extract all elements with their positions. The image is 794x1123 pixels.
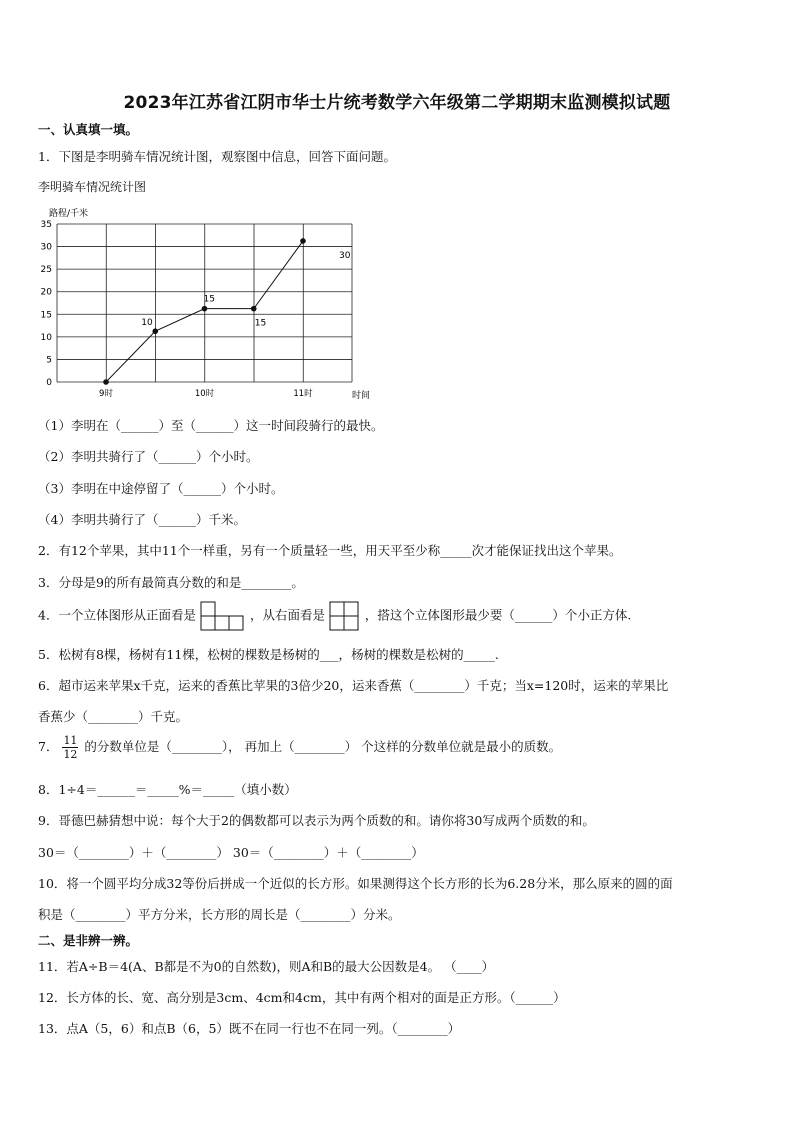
fraction-eleven-twelfths: [62, 734, 78, 761]
data-point-0: [103, 379, 109, 385]
question-2: 2．有12个苹果，其中11个一样重，另有一个质量轻一些，用天平至少称_____次才能保证找出这个苹果。: [38, 543, 622, 558]
y-tick-label-5: 5: [46, 355, 52, 366]
y-tick-label-10: 10: [40, 332, 52, 343]
y-tick-label-30: 30: [40, 242, 52, 253]
data-point-4: [300, 238, 306, 244]
data-label-4: 30: [339, 250, 351, 261]
section-2-heading: 二、是非辨一辨。: [38, 933, 139, 948]
question-4-part-a: 4．一个立体图形从正面看是: [38, 607, 196, 623]
question-4-part-c: ，搭这个立体图形最少要（______）个小正方体.: [364, 607, 632, 623]
question-9-line-1: 9．哥德巴赫猜想中说：每个大于2的偶数都可以表示为两个质数的和。请你将30写成两个质数的和。: [38, 813, 595, 828]
question-6-line-1: 6．超市运来苹果x千克，运来的香蕉比苹果的3倍少20，运来香蕉（________）千克；当x=120时，运来的苹果比: [38, 678, 669, 693]
chart-title: 李明骑车情况统计图: [38, 180, 147, 194]
section-1-heading: 一、认真填一填。: [38, 122, 139, 137]
question-9-line-2: 30＝（________）＋（________） 30＝（________）＋（________）: [38, 845, 424, 860]
data-point-1: [152, 328, 158, 334]
question-10-line-1: 10．将一个圆平均分成32等份后拼成一个近似的长方形。如果测得这个长方形的长为6.28分米，那么原来的圆的面: [38, 876, 673, 891]
fraction-denominator: 12: [63, 748, 78, 761]
data-label-3: 15: [254, 318, 267, 329]
question-6-line-2: 香蕉少（________）千克。: [38, 709, 189, 724]
question-13: 13．点A（5，6）和点B（6，5）既不在同一行也不在同一列。（________）: [38, 1021, 461, 1036]
question-12: 12．长方体的长、宽、高分别是3cm、4cm和4cm，其中有两个相对的面是正方形。（______）: [38, 990, 566, 1005]
question-7-number: 7．: [38, 739, 59, 754]
x-axis-label: 时间: [352, 391, 371, 401]
data-label-1: 10: [141, 318, 153, 329]
question-10-line-2: 积是（________）平方分米，长方形的周长是（________）分米。: [38, 907, 401, 922]
right-view-figure: [329, 601, 361, 631]
data-point-3: [251, 306, 257, 312]
question-4-part-b: ，从右面看是: [249, 607, 325, 623]
question-11: 11．若A÷B＝4(A、B都是不为0的自然数)，则A和B的最大公因数是4。 （____）: [38, 959, 495, 974]
chart-series: [103, 238, 351, 385]
y-tick-label-35: 35: [40, 220, 52, 230]
question-5: 5．松树有8棵，杨树有11棵，松树的棵数是杨树的___，杨树的棵数是松树的_____.: [38, 647, 499, 662]
y-tick-label-20: 20: [40, 287, 52, 298]
question-1-part-2: （2）李明共骑行了（______）个小时。: [38, 449, 259, 464]
x-tick-label-2: 11时: [293, 389, 313, 399]
y-tick-label-25: 25: [40, 265, 52, 276]
question-3: 3．分母是9的所有最简真分数的和是________。: [38, 575, 304, 590]
y-tick-label-15: 15: [40, 310, 52, 321]
y-tick-label-0: 0: [46, 378, 52, 388]
question-1-part-1: （1）李明在（______）至（______）这一时间段骑行的最快。: [38, 418, 384, 433]
data-point-2: [202, 306, 208, 312]
data-label-2: 15: [203, 294, 215, 305]
fraction-numerator: 11: [63, 734, 78, 747]
question-1: 1．下图是李明骑车情况统计图，观察图中信息，回答下面问题。: [38, 149, 396, 164]
question-7: [38, 734, 561, 761]
question-8: 8．1÷4＝______＝_____%＝_____（填小数）: [38, 782, 297, 797]
x-tick-label-0: 9时: [99, 389, 113, 399]
question-1-part-4: （4）李明共骑行了（______）千米。: [38, 512, 246, 527]
page-title: 2023年江苏省江阴市华士片统考数学六年级第二学期期末监测模拟试题: [123, 93, 671, 113]
question-1-part-3: （3）李明在中途停留了（______）个小时。: [38, 481, 284, 496]
question-4: [38, 601, 631, 631]
front-view-figure: [200, 601, 246, 631]
y-axis-label: 路程/千米: [49, 209, 89, 219]
line-chart: [30, 200, 390, 405]
question-7-text: 的分数单位是（________）， 再加上（________） 个这样的分数单位就是最小的质数。: [84, 739, 562, 754]
x-tick-label-1: 10时: [194, 389, 215, 399]
